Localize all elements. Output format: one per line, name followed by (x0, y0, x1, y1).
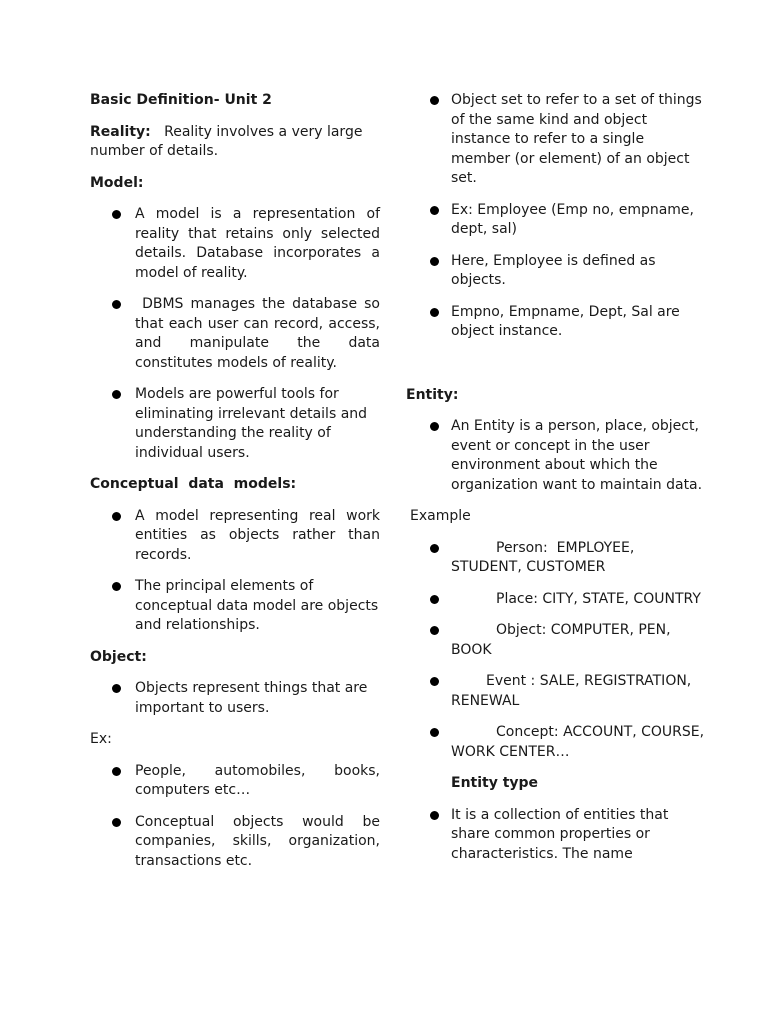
object-set-list (406, 91, 706, 342)
list-item: Person: EMPLOYEE, STUDENT, CUSTOMER (406, 539, 706, 578)
bullet-icon (112, 684, 121, 693)
bullet-icon (112, 767, 121, 776)
bullet-icon (112, 300, 121, 309)
bullet-icon (430, 206, 439, 215)
bullet-icon (430, 96, 439, 105)
list-item: Object set to refer to a set of things of the same kind and object instance to refer to a single member (or element) of an object set. (406, 91, 706, 189)
list-item: A model representing real work entities as objects rather than records. (90, 507, 380, 566)
left-column (90, 91, 385, 883)
entity-list (406, 417, 706, 495)
reality-label: Reality: (90, 123, 151, 140)
list-item: Objects represent things that are important to users. (90, 679, 380, 718)
list-item: Ex: Employee (Emp no, empname, dept, sal) (406, 201, 706, 240)
bullet-icon (112, 582, 121, 591)
list-item: An Entity is a person, place, object, event or concept in the user environment about which the organization want to maintain data. (406, 417, 706, 495)
entity-type-heading: Entity type (451, 775, 539, 791)
object-list (90, 679, 380, 718)
entity-heading: Entity: (406, 386, 459, 403)
list-item: Place: CITY, STATE, COUNTRY (406, 590, 706, 610)
list-item: It is a collection of entities that share common properties or characteristics. The name (406, 806, 706, 865)
list-item: Conceptual objects would be companies, skills, organization, transactions etc. (90, 813, 380, 872)
bullet-icon (430, 626, 439, 635)
model-heading: Model: (90, 174, 144, 191)
model-list (90, 205, 385, 463)
list-item: A model is a representation of reality that retains only selected details. Database incorporates a model of reality. (90, 205, 380, 283)
ex-label: Ex: (90, 731, 112, 747)
bullet-icon (430, 728, 439, 737)
list-item: Here, Employee is defined as objects. (406, 252, 706, 291)
bullet-icon (430, 422, 439, 431)
bullet-icon (430, 257, 439, 266)
bullet-icon (430, 544, 439, 553)
entity-type-list (406, 806, 706, 865)
conceptual-data-models-heading: Conceptual data models: (90, 476, 297, 492)
bullet-icon (112, 818, 121, 827)
right-column (406, 91, 706, 876)
bullet-icon (430, 677, 439, 686)
spacer (406, 354, 706, 386)
bullet-icon (430, 308, 439, 317)
list-item: The principal elements of conceptual data model are objects and relationships. (90, 577, 380, 636)
bullet-icon (112, 512, 121, 521)
list-item: Concept: ACCOUNT, COURSE, WORK CENTER… (406, 723, 706, 762)
reality-paragraph (90, 123, 380, 162)
reality-text: Reality involves a very large number of details. (90, 123, 367, 159)
object-heading: Object: (90, 648, 147, 665)
list-item: Empno, Empname, Dept, Sal are object instance. (406, 303, 706, 342)
example-label: Example (410, 508, 471, 524)
ex-list (90, 762, 380, 872)
list-item: People, automobiles, books, computers etc… (90, 762, 380, 801)
list-item: Event : SALE, REGISTRATION, RENEWAL (406, 672, 706, 711)
example-list (406, 539, 706, 763)
bullet-icon (112, 210, 121, 219)
conceptual-data-models-list (90, 507, 380, 636)
list-item: Object: COMPUTER, PEN, BOOK (406, 621, 706, 660)
bullet-icon (112, 390, 121, 399)
bullet-icon (430, 811, 439, 820)
list-item: Models are powerful tools for eliminating irrelevant details and understanding the reality of individual users. (90, 385, 380, 463)
bullet-icon (430, 595, 439, 604)
document-title: Basic Definition- Unit 2 (90, 92, 272, 108)
list-item: DBMS manages the database so that each user can record, access, and manipulate the data constitutes models of reality. (90, 295, 380, 373)
